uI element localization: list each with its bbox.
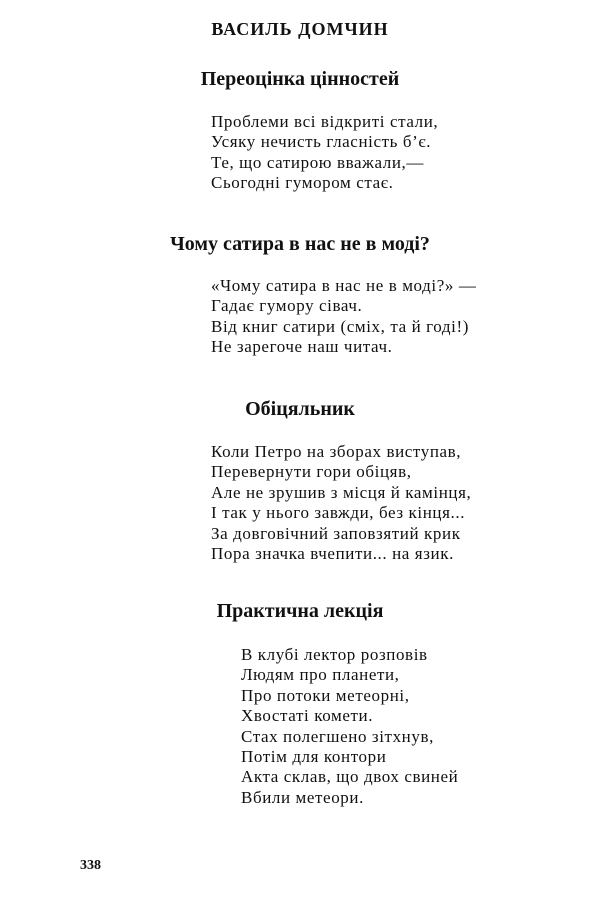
poem-line: Стах полегшено зітхнув, bbox=[241, 726, 434, 746]
poem-line: Не зарегоче наш читач. bbox=[211, 337, 393, 357]
poem-line: Коли Петро на зборах виступав, bbox=[211, 442, 462, 461]
poem-verse bbox=[211, 276, 476, 358]
poem-line: Але не зрушив з місця й камінця, bbox=[211, 482, 472, 502]
poem-line: За довговічний заповзятий крик bbox=[211, 523, 461, 543]
poem-title: Переоцінка цінностей bbox=[200, 68, 400, 90]
poem-line: Хвостаті комети. bbox=[241, 706, 374, 726]
poem-line: Про потоки метеорні, bbox=[241, 685, 410, 705]
poem-line: В клубі лектор розповів bbox=[241, 645, 428, 664]
poem-line: «Чому сатира в нас не в моді?» — bbox=[211, 276, 477, 295]
poem-line: Перевернути гори обіцяв, bbox=[211, 462, 412, 482]
poem-verse bbox=[211, 112, 438, 194]
author-name: ВАСИЛЬ ДОМЧИН bbox=[211, 19, 389, 39]
page-number: 338 bbox=[80, 858, 101, 873]
poem-verse bbox=[211, 442, 471, 564]
poem-line: Гадає гумору сівач. bbox=[211, 296, 363, 316]
poem-line: Акта склав, що двох свиней bbox=[241, 767, 459, 787]
poem-line: Усяку нечисть гласність б’є. bbox=[211, 132, 432, 152]
poem-line: Від книг сатири (сміх, та й годі!) bbox=[211, 316, 469, 336]
poem-title: Обіцяльник bbox=[245, 398, 355, 420]
poem-line: Людям про планети, bbox=[241, 665, 400, 685]
poem-title: Чому сатира в нас не в моді? bbox=[170, 233, 430, 255]
poem-line: Вбили метеори. bbox=[241, 787, 364, 807]
poem-title: Практична лекція bbox=[216, 600, 384, 622]
poem-verse bbox=[241, 645, 458, 808]
poem-line: Пора значка вчепити... на язик. bbox=[211, 544, 454, 564]
poem-line: І так у нього завжди, без кінця... bbox=[211, 503, 466, 523]
poem-line: Сьогодні гумором стає. bbox=[211, 173, 394, 193]
poem-line: Потім для контори bbox=[241, 747, 387, 767]
poem-line: Проблеми всі відкриті стали, bbox=[211, 112, 439, 131]
poem-line: Те, що сатирою вважали,— bbox=[211, 152, 425, 172]
